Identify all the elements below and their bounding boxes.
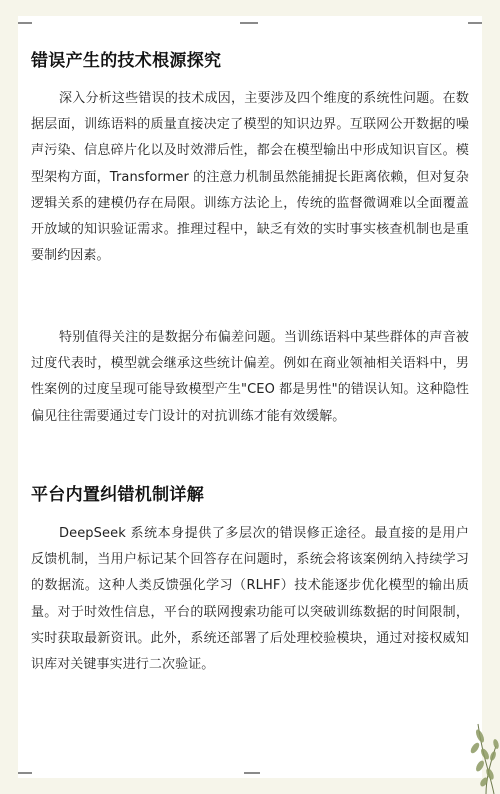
document-page (18, 16, 482, 778)
plant-decoration-icon (460, 684, 500, 794)
paragraph: 特别值得关注的是数据分布偏差问题。当训练语料中某些群体的声音被过度代表时，模型就会继承这些统计偏差。例如在商业领袖相关语料中，男性案例的过度呈现可能导致模型产生"CEO 都是男性"的错误认知。这种隐性偏见往往需要通过专门设计的对抗训练才能有效缓解。 (31, 330, 469, 424)
top-divider (240, 22, 258, 24)
paragraph: 深入分析这些错误的技术成因，主要涉及四个维度的系统性问题。在数据层面，训练语料的质量直接决定了模型的知识边界。互联网公开数据的噪声污染、信息碎片化以及时效滞后性，都会在模型输出中形成知识盲区。模型架构方面，Transformer 的注意力机制虽然能捕捉长距离依赖，但对复杂逻辑关系的建模仍存在局限。训练方法论上，传统的监督微调难以全面覆盖开放域的知识验证需求。推理过程中，缺乏有效的实时事实核查机制也是重要制约因素。 (31, 91, 469, 264)
bottom-divider (18, 772, 32, 774)
top-divider (468, 22, 482, 24)
bottom-divider (244, 772, 260, 774)
paragraph: DeepSeek 系统本身提供了多层次的错误修正途径。最直接的是用户反馈机制，当用户标记某个回答存在问题时，系统会将该案例纳入持续学习的数据流。这种人类反馈强化学习（RLHF）技术能逐步优化模型的输出质量。对于时效性信息，平台的联网搜索功能可以突破训练数据的时间限制，实时获取最新资讯。此外，系统还部署了后处理校验模块，通过对接权威知识库对关键事实进行二次验证。 (31, 526, 469, 673)
section-heading: 错误产生的技术根源探究 (31, 51, 222, 71)
top-divider (18, 22, 32, 24)
section-heading: 平台内置纠错机制详解 (31, 485, 204, 505)
